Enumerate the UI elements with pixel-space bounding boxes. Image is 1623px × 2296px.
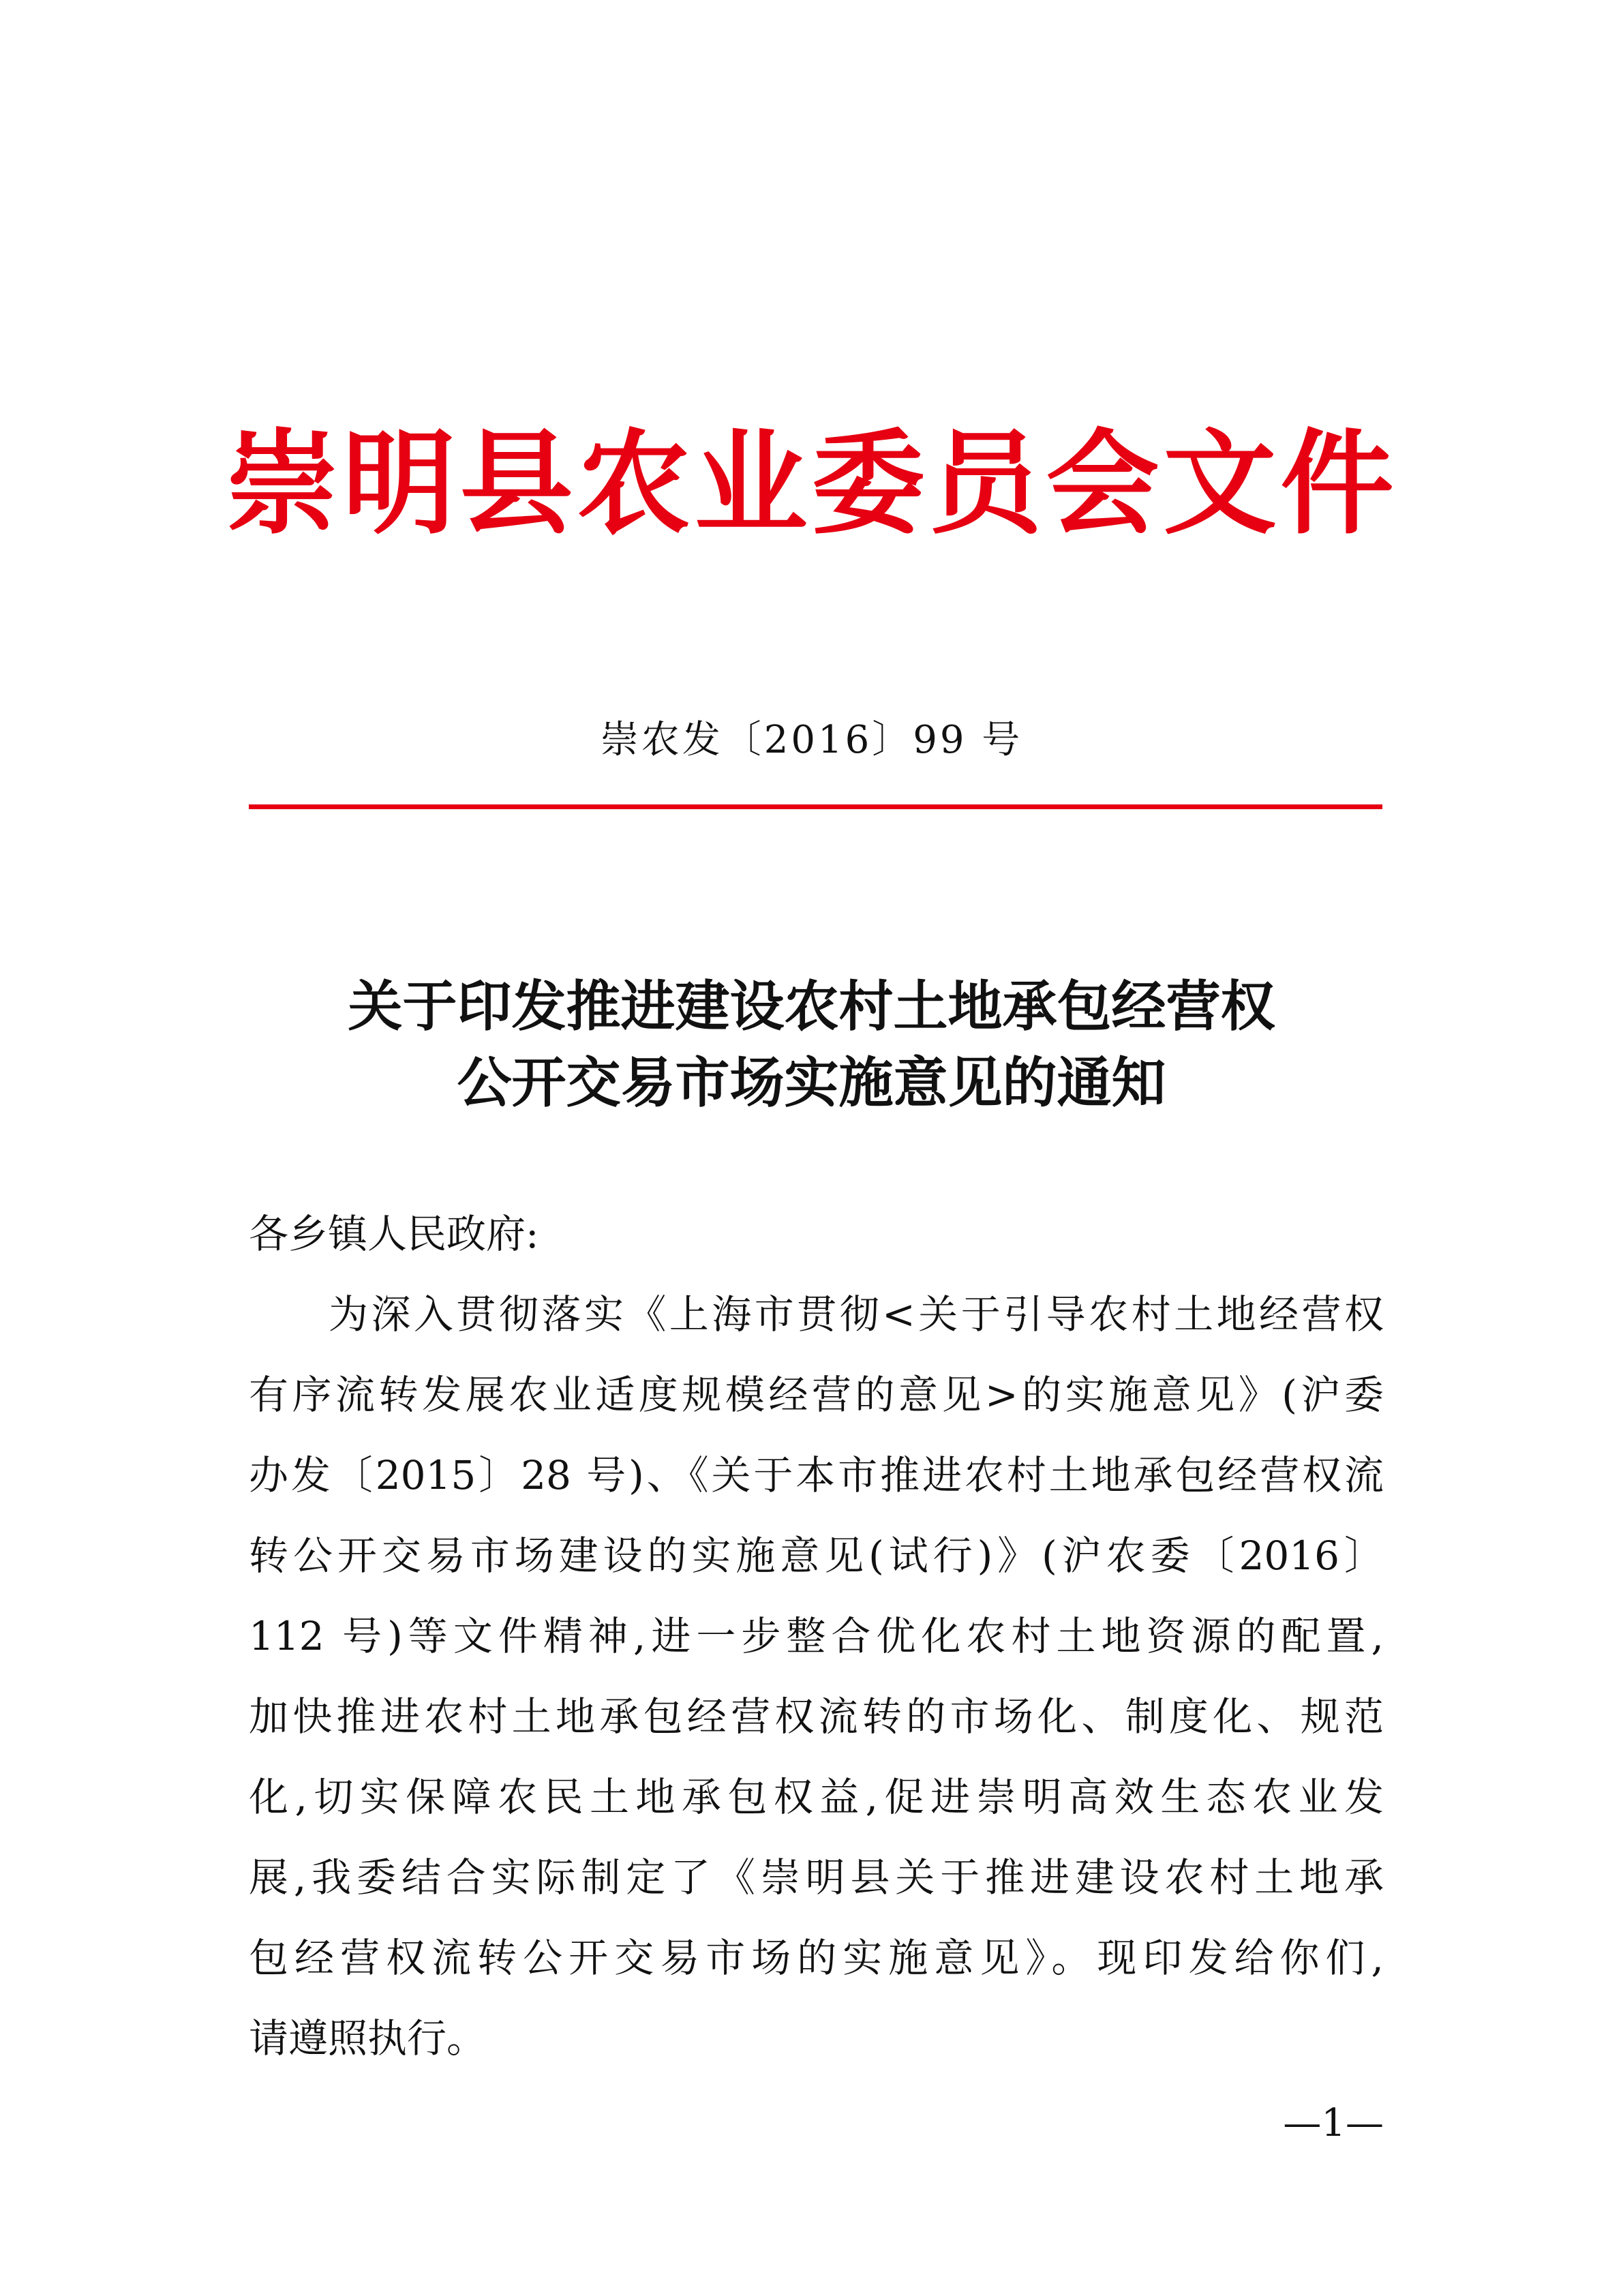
body-line: 办发〔2015〕28 号)、《关于本市推进农村土地承包经营权流 (249, 1452, 1384, 1498)
body-line: 转公开交易市场建设的实施意见(试行)》(沪农委〔2016〕 (249, 1532, 1384, 1579)
salutation: 各乡镇人民政府: (249, 1211, 539, 1257)
body-line: 有序流转发展农业适度规模经营的意见>的实施意见》(沪委 (249, 1372, 1384, 1418)
body-line: 包经营权流转公开交易市场的实施意见》。现印发给你们, (249, 1935, 1384, 1981)
body-line: 为深入贯彻落实《上海市贯彻<关于引导农村土地经营权 (329, 1291, 1384, 1338)
body-line: 展,我委结合实际制定了《崇明县关于推进建设农村土地承 (249, 1854, 1384, 1901)
red-separator-rule (249, 804, 1382, 809)
document-number: 崇农发〔2016〕99 号 (600, 718, 1023, 762)
notice-title-line-1: 关于印发推进建设农村土地承包经营权 (348, 974, 1275, 1038)
body-line: 加快推进农村土地承包经营权流转的市场化、制度化、规范 (249, 1693, 1384, 1740)
body-line: 请遵照执行。 (249, 2015, 487, 2061)
body-line: 化,切实保障农民土地承包权益,促进崇明高效生态农业发 (249, 1774, 1384, 1820)
body-line: 112 号)等文件精神,进一步整合优化农村土地资源的配置, (249, 1613, 1384, 1659)
notice-title-line-2: 公开交易市场实施意见的通知 (457, 1051, 1166, 1115)
masthead-title: 崇明县农业委员会文件 (225, 417, 1398, 550)
page-number: —1— (1283, 2101, 1384, 2145)
